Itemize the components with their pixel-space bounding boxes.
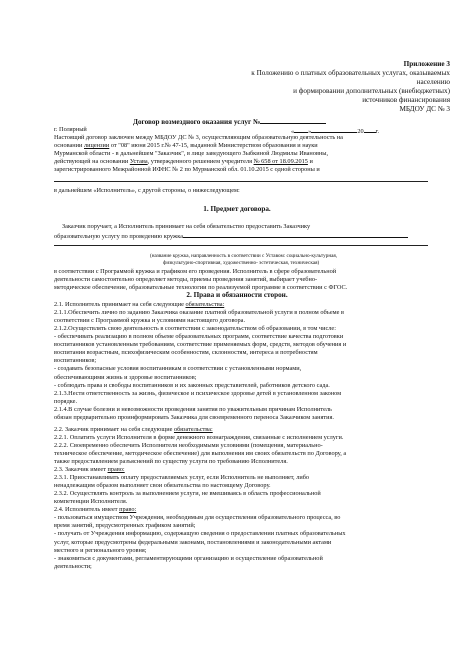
header-line-3: и формировании дополнительных (внебюджетных) [293, 87, 450, 95]
club-caption-2: физкультурно-спортивная, художественно- эстетическая, техническая) [163, 260, 320, 266]
section-2-line: - обеспечивать реализацию в полном объеме образовательных программ, соответствие качества подготовки [54, 333, 344, 341]
executor-name-blank [54, 181, 428, 182]
section-2-line: 2.1. Исполнитель принимает на себя следующие обязательства: [54, 301, 225, 308]
section-2-line: воспитанников установленным требованиям, соответствие применяемых форм, средств, методов обучения и [54, 341, 347, 349]
contract-date: « » 20 г. [291, 128, 380, 135]
section-2-line: 2.1.3.Нести ответственность за жизнь, физическое и психическое здоровье детей в установленном законом [54, 389, 342, 397]
appendix-title: Приложение 3 [403, 60, 450, 68]
section-1-p2-line-1: в соответствии с Программой кружка и графиком его проведения. Исполнитель в сфере образовательной [54, 268, 337, 275]
contract-p1-line-3: Мурманской области - в дальнейшем "Заказчик", в лице заведующего Зыбкиной Людмилы Ивановны, [54, 150, 329, 157]
section-2-line: - создавать безопасные условия воспитанникам в соответствии с установленными нормами, [54, 365, 302, 373]
section-1-p2-line-3: методическое обеспечение, образовательные технологии по реализуемой программе в соответствии с ФГОС. [54, 284, 348, 291]
section-2-line: время занятий, предусмотренных графиком занятий; [54, 522, 196, 530]
section-2-line: 2.1.4.В случае болезни и невозможности проведения занятия по уважительным причинам Исполнитель [54, 405, 332, 413]
club-caption-1: (название кружка, направленность в соответствии с Уставом: социально-культурная, [150, 253, 338, 259]
section-2-line: также предоставлением разъяснений по существу услуги по требованию Исполнителя. [54, 458, 288, 465]
section-2-line: 2.3.2. Осуществлять контроль за выполнением услуги, не вмешиваясь в область профессиональной [54, 490, 321, 498]
section-2-line: воспитания возрастным, психофизическим особенностям, склонностям, интереса и потребностям [54, 349, 318, 357]
section-1-p1-line-1: Заказчик поручает, а Исполнитель принимает на себя обязательство предоставить Заказчику [62, 223, 311, 230]
header-line-2: населению [416, 78, 450, 86]
section-2-line: 2.2. Заказчик принимает на себя следующие обязательства: [54, 425, 213, 433]
section-2-line: - получать от Учреждения информацию, содержащую сведения о предоставлении платных образовательных [54, 530, 346, 538]
section-2-line: - пользоваться имуществом Учреждения, необходимым для осуществления образовательного процесса, во [54, 514, 341, 522]
contract-p1-line-2: основании лицензии от "08" июня 2015 г.№ 47-15, выданной Министерством образования и науки [54, 142, 318, 149]
section-2-line: техническое обеспечение, методическое обеспечение) для выполнения им своих обязательств по Договору, а [54, 449, 347, 457]
section-2-line: 2.2.1. Оплатить услуги Исполнителя в форме денежного вознаграждения, связанные с исполнением услуги. [54, 433, 344, 441]
section-2-line: обеспечивающими жизнь и здоровье воспитанников; [54, 373, 197, 381]
section-1-p2-line-2: деятельности самостоятельно определяет методы, приемы проведения занятий, выбирает учебно- [54, 276, 318, 283]
section-2-line: - соблюдать права и свободы воспитанников и их законных представителей, работников детского сада. [54, 381, 330, 389]
section-2-line: 2.3.1. Приостанавливать оплату предоставляемых услуг, если Исполнитель не выполняет, либо [54, 474, 310, 482]
section-2-line: - знакомиться с документами, регламентирующими организацию и осуществление образовательной [54, 554, 323, 562]
header-line-4: источников финансирования [362, 96, 450, 104]
section-2-line: компетенции Исполнителя. [54, 498, 128, 506]
section-2-line: 2.3. Заказчик имеет право: [54, 466, 125, 473]
contract-p1-line-1: Настоящий договор заключен между МБДОУ ДС № 3, осуществляющим образовательную деятельность на [54, 134, 343, 141]
contract-place: г. Полярный [54, 126, 87, 133]
section-2-line: соответствии с Программой кружка и условиями настоящего договора. [54, 317, 246, 325]
section-2-line: 2.4. Исполнитель имеет право: [54, 506, 137, 514]
section-2-line: 2.1.2.Осуществлять свою деятельность в соответствии с законодательством об образовании, в том числе: [54, 325, 336, 333]
contract-p1-line-5: зарегистрированного Межрайонной ИФНС № 2 по Мурманской обл. 01.10.2015 с одной стороны и [54, 166, 320, 173]
section-2-line: воспитанников; [54, 357, 97, 365]
section-1-p1-line-2: образовательную услугу по проведению кружка [54, 231, 408, 240]
party-line: в дальнейшем «Исполнитель», с другой стороны, о нижеследующем: [54, 187, 240, 194]
header-line-5: МБДОУ ДС № 3 [399, 105, 450, 113]
section-2-line: местного и регионального уровня; [54, 546, 147, 554]
section-2-line: ненадлежащим образом выполняет свои обязательства по настоящему Договору. [54, 482, 271, 490]
section-2-heading: 2. Права и обязанности сторон. [186, 291, 288, 299]
section-2-line: порядке. [54, 397, 78, 405]
contract-title: Договор возмездного оказания услуг № [133, 117, 326, 126]
section-2-line: услуг, которые предусмотрены федеральными законами, постановлениями и законодательными актами [54, 538, 332, 546]
section-2-line: деятельности; [54, 562, 92, 570]
section-2-line: 2.1.1.Обеспечить лично по заданию Заказчика оказание платной образовательной услуги в полном объеме в [54, 309, 344, 317]
header-line-1: к Положению о платных образовательных услугах, оказываемых [251, 69, 450, 77]
contract-p1-line-4: действующей на основании Устава, утвержденного решением учредителя № 658 от 18.09.2015 и [54, 158, 313, 165]
club-name-blank [54, 245, 428, 246]
section-2-line: 2.2.2. Своевременно обеспечить Исполнителя необходимыми условиями (помещения, материально- [54, 441, 323, 449]
section-1-heading: 1. Предмет договора. [203, 205, 271, 213]
section-2-line: обязан предварительно проинформировать Заказчика для своевременного переноса Заказчиком занятия. [54, 413, 334, 421]
